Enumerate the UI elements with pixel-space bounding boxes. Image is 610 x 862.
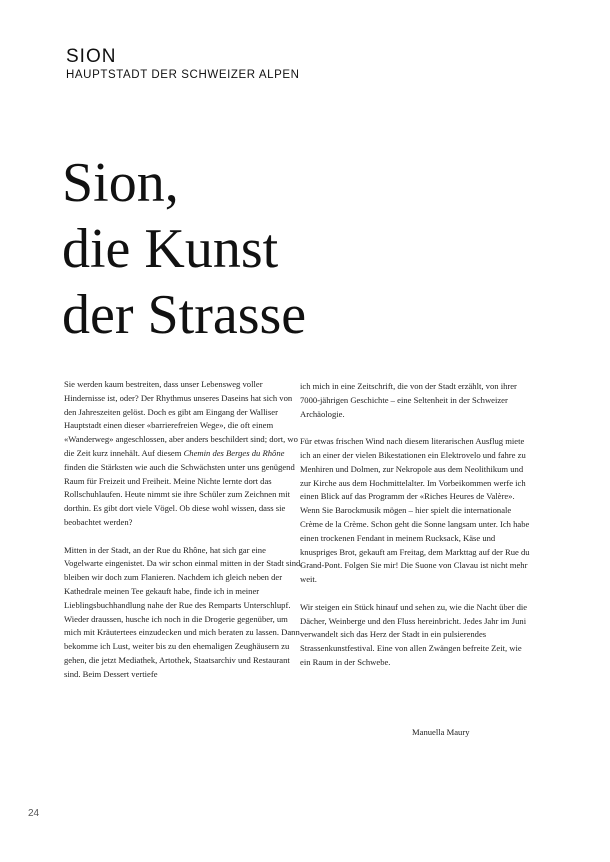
section-title: SION — [66, 46, 117, 67]
headline-line-2: die Kunst — [62, 218, 279, 280]
section-subtitle: HAUPTSTADT DER SCHWEIZER ALPEN — [66, 69, 300, 81]
headline-line-1: Sion, — [62, 152, 179, 214]
paragraph-text: finden die Stärksten wie auch die Schwächsten unter uns genügend Raum für Freizeit und Freiheit. Meine Nichte lernte dort das Rollschuhlaufen. Heute nimmt sie ihre Schüler zum Zeichnen mit dorthin. Es gibt dort viele Vögel. Ob diese wohl wissen, dass sie beobachtet werden? — [64, 461, 295, 527]
paragraph: Für etwas frischen Wind nach diesem literarischen Ausflug miete ich an einer der vielen Bikestationen ein Elektrovelo und fahre zu Menhiren und Dolmen, zur Nekropole aus dem Neolithikum und zur Kirche aus dem Hochmittelalter. Im Vorbeikommen werfe ich einen Blick auf das Programm der «Riches Heures de Valère». Wenn Sie Barockmusik mögen – hier spielt die internationale Crème de la Crème. Schon geht die Sonne langsam unter. Ich habe einen trockenen Fendant in meinem Rucksack, Käse und knuspriges Brot, gekauft am Freitag, dem Markttag auf der Rue du Grand-Pont. Folgen Sie mir! Die Suone von Clavau ist nicht mehr weit. — [300, 436, 530, 585]
page-number: 24 — [28, 808, 40, 819]
place-name: Chemin des Berges du Rhône — [183, 447, 285, 458]
paragraph — [64, 378, 304, 530]
body-column-left — [64, 378, 304, 695]
author-byline: Manuella Maury — [412, 727, 470, 737]
body-column-right — [300, 380, 532, 684]
paragraph: ich mich in eine Zeitschrift, die von der Stadt erzählt, von ihrer 7000-jährigen Geschichte – eine Seltenheit in der Schweizer Archäologie. — [300, 381, 517, 419]
paragraph: Mitten in der Stadt, an der Rue du Rhône, hat sich gar eine Vogelwarte eingenistet. Da wir schon einmal mitten in der Stadt sind, bleiben wir doch zum Flanieren. Nachdem ich gleich neben der Kathedrale meinen Tee gekauft habe, finde ich in meiner Lieblingsbuchhandlung nahe der Rue des Remparts Unterschlupf. Wieder draussen, husche ich noch in die Drogerie gegenüber, um mich mit Kräutertees einzudecken und mich beraten zu lassen. Dann bekomme ich Lust, weiter bis zu den ehemaligen Zeughäusern zu gehen, die jetzt Mediathek, Artothek, Staatsarchiv und Restaurant sind. Beim Dessert vertiefe — [64, 544, 303, 679]
article-headline — [62, 150, 306, 348]
headline-line-3: der Strasse — [62, 284, 307, 346]
section-kicker — [66, 46, 300, 82]
paragraph: Wir steigen ein Stück hinauf und sehen zu, wie die Nacht über die Dächer, Weinberge und den Fluss hereinbricht. Jedes Jahr im Juni verwandelt sich das Herz der Stadt in ein pulsierendes Strassenkunstfestival. Eine von allen Zwängen befreite Zeit, wie ein Raum in der Schwebe. — [300, 601, 528, 667]
paragraph-text: Sie werden kaum bestreiten, dass unser Lebensweg voller Hindernisse ist, oder? Der Rhythmus unseres Daseins hat sich von den Jahreszeiten gelöst. Doch es gibt am Eingang der Walliser Hauptstadt einen dieser «barrierefreien Wege», die oft einem «Wanderweg» angeschlossen, aber anders beschildert sind; dort, wo die Zeit kurz innehält. Auf diesem — [64, 379, 298, 458]
